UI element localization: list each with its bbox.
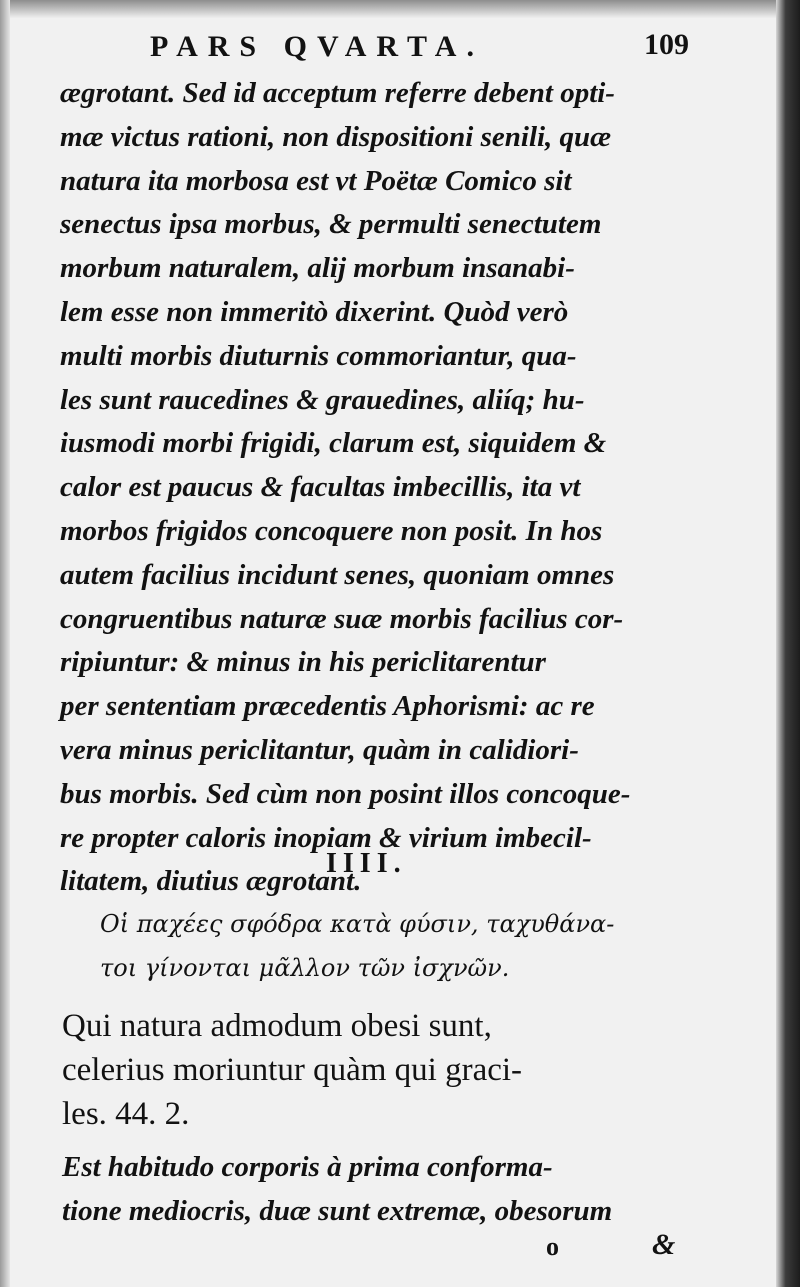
text-line: morbum naturalem, alij morbum insanabi- [60, 252, 575, 285]
text-line: vera minus periclitantur, quàm in calidiori- [60, 733, 579, 766]
text-line: mæ victus rationi, non dispositioni senili, quæ [60, 120, 612, 153]
text-line: re propter caloris inopiam & virium imbecil- [60, 821, 592, 854]
text-line: tione mediocris, duæ sunt extremæ, obesorum [62, 1194, 613, 1227]
greek-aphorism [100, 902, 690, 990]
page-number: 109 [644, 28, 689, 61]
commentary-body [60, 72, 692, 904]
latin-line: les. 44. 2. [62, 1096, 190, 1132]
text-line: per sententiam præcedentis Aphorismi: ac re [60, 690, 595, 723]
text-line: autem facilius incidunt senes, quoniam omnes [60, 558, 615, 591]
latin-line: celerius moriuntur quàm qui graci- [62, 1052, 523, 1088]
text-line: bus morbis. Sed cùm non posint illos concoque- [60, 777, 631, 810]
text-line: lem esse non immeritò dixerint. Quòd verò [60, 295, 569, 328]
text-line: ægrotant. Sed id acceptum referre debent opti- [60, 77, 615, 109]
scan-right-edge [776, 0, 800, 1287]
text-line: litatem, diutius ægrotant. [60, 865, 362, 898]
text-line: congruentibus naturæ suæ morbis facilius cor- [60, 602, 624, 635]
text-line: les sunt raucedines & grauedines, aliíq; hu- [60, 383, 585, 416]
running-head: PARS QVARTA. [150, 30, 484, 63]
aphorism-number: IIII. [326, 848, 407, 879]
scan-left-edge [0, 0, 10, 1287]
text-line: Est habitudo corporis à prima conforma- [62, 1151, 553, 1183]
latin-line: Qui natura admodum obesi sunt, [62, 1008, 492, 1044]
scan-top-edge [0, 0, 800, 18]
text-line: senectus ipsa morbus, & permulti senectutem [60, 208, 602, 241]
text-line: multi morbis diuturnis commoriantur, qua- [60, 339, 577, 372]
catchword: & [652, 1228, 676, 1261]
text-line: ripiuntur: & minus in his periclitarentur [60, 646, 546, 679]
text-line: morbos frigidos concoquere non posit. In hos [60, 514, 603, 547]
greek-line: τοι γίνονται μᾶλλον τῶν ἰσχνῶν. [100, 954, 510, 982]
text-line: calor est paucus & facultas imbecillis, ita vt [60, 471, 581, 504]
text-line: iusmodi morbi frigidi, clarum est, siquidem & [60, 427, 607, 460]
latin-aphorism [62, 1004, 694, 1136]
signature-mark: o [546, 1232, 559, 1261]
commentary-start [62, 1146, 694, 1234]
greek-line: Οἱ παχέες σφόδρα κατὰ φύσιν, ταχυθάνα- [100, 910, 615, 938]
text-line: natura ita morbosa est vt Poëtæ Comico sit [60, 164, 572, 197]
